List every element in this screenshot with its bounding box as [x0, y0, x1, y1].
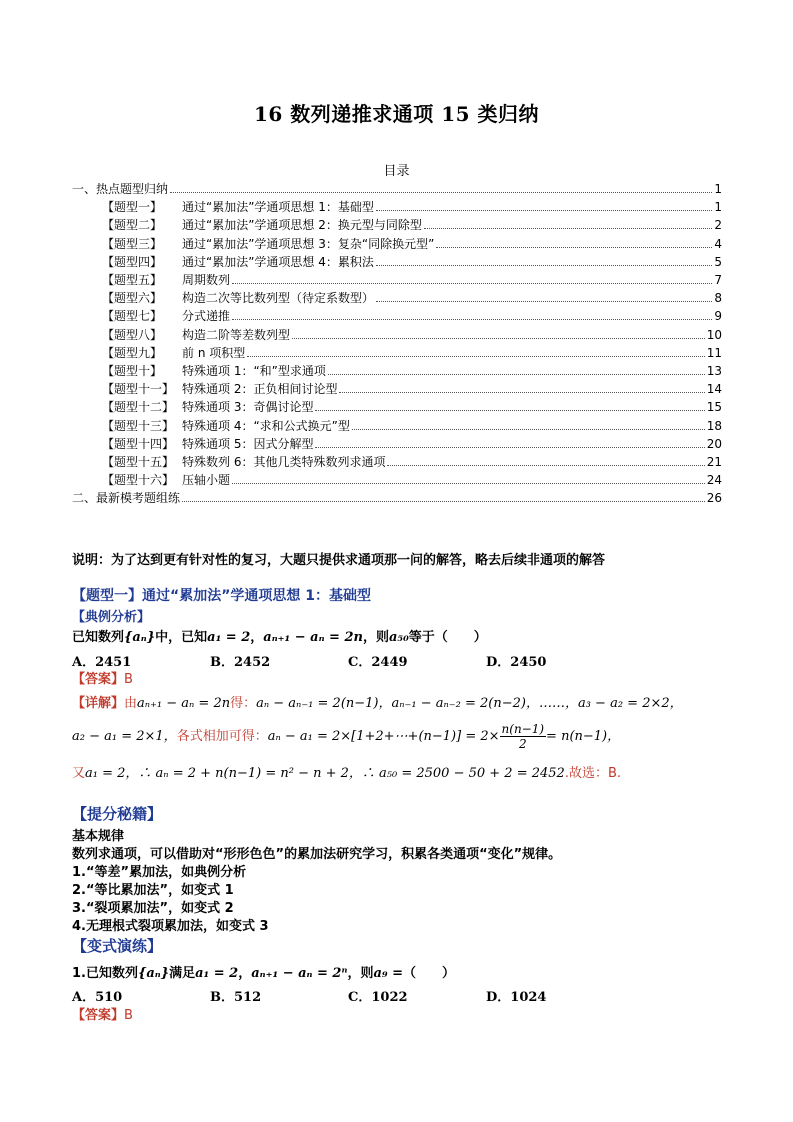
toc-item-tag: 【题型六】: [102, 291, 163, 306]
option-b: B．2452: [210, 655, 271, 670]
option-c: C．2449: [348, 655, 408, 670]
toc-item-tag: 【题型二】: [102, 218, 163, 233]
option-a: A．510: [72, 990, 123, 1005]
toc-page-number: 21: [706, 455, 722, 469]
option-b: B．512: [210, 990, 262, 1005]
toc-item[interactable]: [72, 487, 722, 505]
toc-item[interactable]: [72, 287, 722, 305]
toc-item-tag: 【题型十六】: [102, 473, 175, 488]
toc-item-tag: 二、最新模考题组练: [72, 491, 181, 506]
toc-item[interactable]: [72, 342, 722, 360]
toc-item-text: 构造二次等比数列型（待定系数型）: [182, 291, 375, 306]
practice-problem: 1.已知数列{aₙ}满足a₁ = 2，aₙ₊₁ − aₙ = 2ⁿ，则a₉ =（ ）: [72, 966, 456, 981]
toc-page-number: 4: [714, 236, 722, 251]
detail-line-3: 又a₁ = 2，∴ aₙ = 2 + n(n−1) = n² − n + 2，∴ a₅₀ = 2500 − 50 + 2 = 2452.故选：B.: [72, 766, 621, 781]
toc-item[interactable]: [72, 214, 722, 232]
toc-item-text: 特殊通项 1：“和”型求通项: [182, 364, 326, 378]
toc-item-text: 特殊通项 3：奇偶讨论型: [182, 400, 314, 415]
toc-leader-dots: [339, 391, 704, 393]
toc-page-number: 26: [706, 491, 722, 506]
toc-item-tag: 【题型九】: [102, 345, 163, 360]
section-title: 【题型一】通过“累加法”学通项思想 1：基础型: [72, 588, 372, 604]
tips-subtitle: 基本规律: [72, 829, 125, 844]
toc-item-text: 压轴小题: [182, 473, 231, 488]
option-a: A．2451: [72, 655, 132, 670]
toc-item-text: 分式递推: [182, 309, 231, 324]
toc-item[interactable]: [72, 233, 722, 251]
toc-page-number: 8: [714, 291, 722, 306]
toc-item-tag: 一、热点题型归纳: [72, 182, 169, 196]
toc-page-number: 10: [706, 327, 722, 342]
toc-leader-dots: [387, 464, 704, 466]
toc-leader-dots: [352, 428, 705, 430]
toc-leader-dots: [232, 282, 712, 284]
toc-item[interactable]: [72, 396, 722, 414]
example-problem: 已知数列{aₙ}中，已知a₁ = 2，aₙ₊₁ − aₙ = 2n，则a₅₀等于（ ）: [72, 630, 487, 645]
toc-item[interactable]: [72, 251, 722, 269]
toc-item[interactable]: [72, 433, 722, 451]
practice-options: [72, 986, 672, 1005]
tips-item: 1.“等差”累加法，如典例分析: [72, 865, 247, 880]
toc-leader-dots: [424, 227, 712, 229]
toc-leader-dots: [232, 318, 712, 320]
detail-line-2: a₂ − a₁ = 2×1，各式相加可得：aₙ − a₁ = 2×[1+2+⋯+(n−1)] = 2× $\frac{n(n-1)}{2}$ = n(n−1)，: [72, 722, 621, 751]
toc-item-tag: 【题型十五】: [102, 455, 175, 469]
toc-leader-dots: [436, 246, 712, 248]
toc-item-text: 特殊通项 5：因式分解型: [182, 436, 314, 451]
toc-item[interactable]: [72, 378, 722, 396]
toc-item-text: 构造二阶等差数列型: [182, 327, 291, 342]
practice-answer: 【答案】B: [72, 1008, 133, 1023]
fraction: $\frac{n(n-1)}{2}$: [501, 722, 545, 751]
toc-item-text: 通过“累加法”学通项思想 4：累积法: [182, 254, 374, 269]
toc-item-tag: 【题型七】: [102, 309, 163, 324]
toc-page-number: 15: [706, 400, 722, 415]
toc-item[interactable]: [72, 178, 722, 196]
toc-page-number: 2: [714, 218, 722, 233]
toc-item-tag: 【题型十二】: [102, 400, 175, 415]
toc-page-number: 18: [706, 418, 722, 433]
toc-leader-dots: [315, 409, 704, 411]
toc-item[interactable]: [72, 196, 722, 214]
toc-page-number: 11: [706, 345, 722, 360]
toc-page-number: 5: [714, 254, 722, 269]
toc-page-number: 14: [706, 382, 722, 397]
toc-item-text: 特殊通项 4：“求和公式换元”型: [182, 418, 350, 433]
note-text: 说明：为了达到更有针对性的复习，大题只提供求通项那一问的解答，略去后续非通项的解答: [72, 553, 606, 568]
toc-item-tag: 【题型一】: [102, 200, 163, 215]
toc-item-tag: 【题型八】: [102, 327, 163, 342]
toc-item[interactable]: [72, 324, 722, 342]
toc-item-text: 前 n 项积型: [182, 345, 246, 360]
toc-page-number: 1: [714, 200, 722, 215]
tips-item: 2.“等比累加法”，如变式 1: [72, 883, 234, 898]
toc-heading: 目录: [383, 164, 410, 179]
toc-leader-dots: [328, 373, 705, 375]
toc-page-number: 7: [714, 273, 722, 287]
toc-item-text: 通过“累加法”学通项思想 1：基础型: [182, 200, 374, 215]
toc-item-tag: 【题型五】: [102, 273, 163, 287]
example-options: [72, 651, 672, 670]
toc-page-number: 24: [706, 473, 722, 488]
tips-item: 3.“裂项累加法”，如变式 2: [72, 901, 234, 916]
page-title: 16 数列递推求通项 15 类归纳: [253, 102, 540, 126]
option-c: C．1022: [348, 990, 408, 1005]
toc-page-number: 9: [714, 309, 722, 324]
practice-title: 【变式演练】: [72, 937, 163, 955]
tips-item: 4.无理根式裂项累加法，如变式 3: [72, 919, 269, 934]
example-label: 【典例分析】: [72, 610, 151, 625]
toc-item[interactable]: [72, 415, 722, 433]
toc-item-tag: 【题型四】: [102, 254, 163, 269]
toc-leader-dots: [170, 191, 712, 193]
toc-item-tag: 【题型十四】: [102, 436, 175, 451]
toc-leader-dots: [232, 482, 705, 484]
toc-item-tag: 【题型十】: [102, 364, 163, 378]
detail-line-1: 【详解】由aₙ₊₁ − aₙ = 2n得：aₙ − aₙ₋₁ = 2(n−1)，aₙ₋₁ − aₙ₋₂ = 2(n−2)，……，a₃ − a₂ = 2×2，: [72, 696, 683, 711]
toc-item-text: 通过“累加法”学通项思想 2：换元型与同除型: [182, 218, 422, 233]
toc-item-tag: 【题型三】: [102, 236, 163, 251]
toc-item-text: 特殊通项 2：正负相间讨论型: [182, 382, 338, 397]
toc-leader-dots: [376, 300, 712, 302]
option-d: D．1024: [486, 990, 547, 1005]
toc-item[interactable]: [72, 269, 722, 287]
toc-item-text: 通过“累加法”学通项思想 3：复杂“同除换元型”: [182, 236, 435, 251]
toc-item-tag: 【题型十一】: [102, 382, 175, 397]
toc-item[interactable]: [72, 360, 722, 378]
toc-item[interactable]: [72, 451, 722, 469]
toc-leader-dots: [292, 337, 705, 339]
toc-page-number: 20: [706, 436, 722, 451]
toc-page-number: 13: [706, 364, 722, 378]
toc-page-number: 1: [714, 182, 722, 196]
toc-item-tag: 【题型十三】: [102, 418, 175, 433]
toc-leader-dots: [247, 355, 704, 357]
toc-item[interactable]: [72, 305, 722, 323]
tips-title: 【提分秘籍】: [72, 805, 163, 823]
toc-item[interactable]: [72, 469, 722, 487]
example-answer: 【答案】B: [72, 672, 133, 687]
toc-leader-dots: [315, 446, 704, 448]
toc-item-text: 周期数列: [182, 273, 231, 287]
toc-leader-dots: [182, 500, 705, 502]
toc-leader-dots: [376, 209, 712, 211]
option-d: D．2450: [486, 655, 547, 670]
tips-intro: 数列求通项，可以借助对“形形色色”的累加法研究学习，积累各类通项“变化”规律。: [72, 847, 562, 862]
toc-item-text: 特殊数列 6：其他几类特殊数列求通项: [182, 455, 386, 469]
toc-leader-dots: [376, 264, 712, 266]
